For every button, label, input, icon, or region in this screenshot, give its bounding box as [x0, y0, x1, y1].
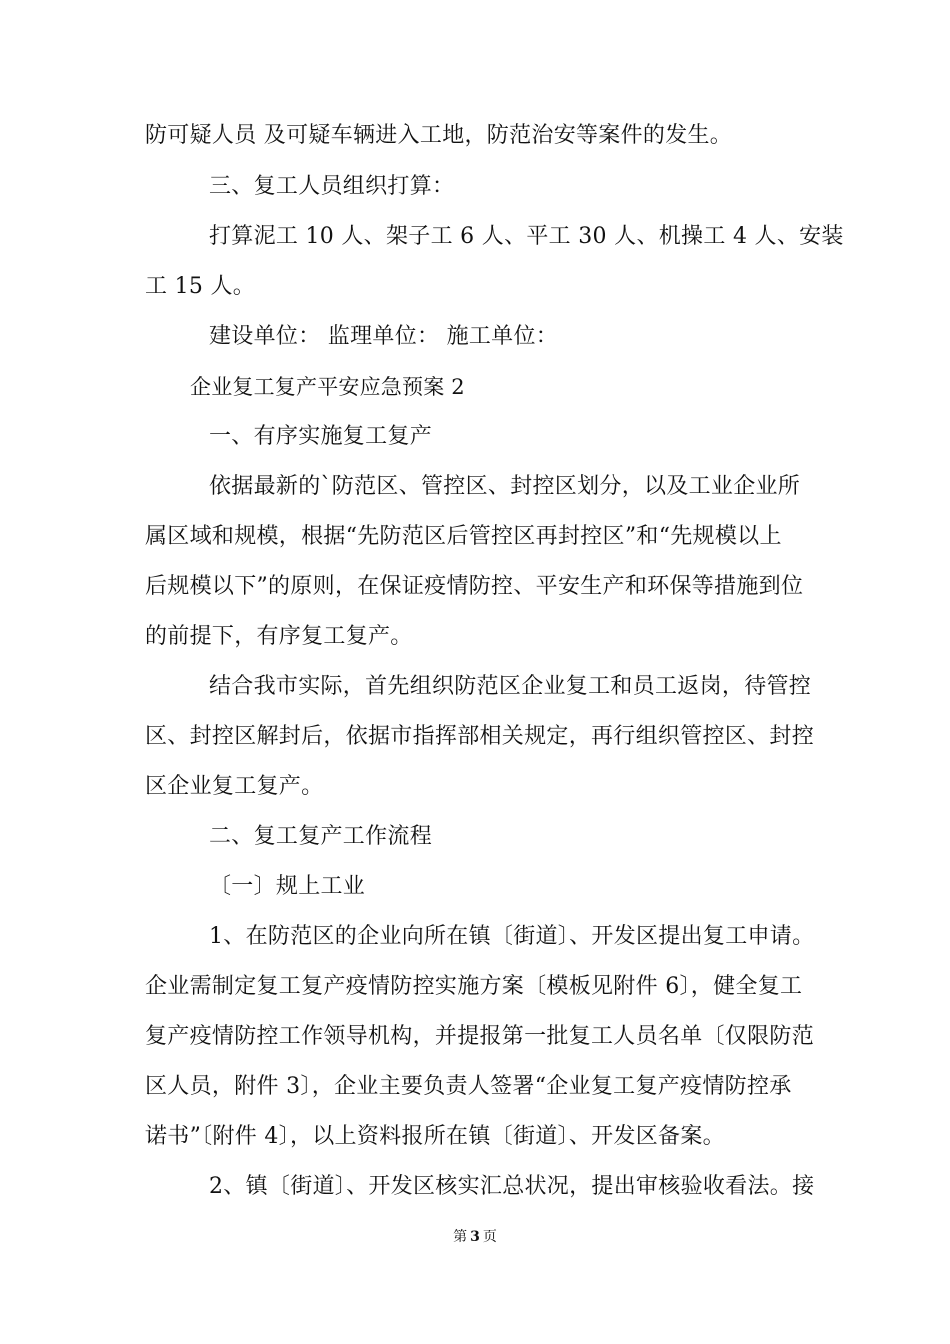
- section-heading-resume-orderly: 一、有序实施复工复产: [209, 424, 433, 449]
- text-line-18: 企业需制定复工复产疫情防控实施方案〔模板见附件 6〕，健全复工: [145, 974, 803, 999]
- text-line-19: 复产疫情防控工作领导机构，并提报第一批复工人员名单〔仅限防范: [145, 1024, 815, 1049]
- text-line-13: 区、封控区解封后，依据市指挥部相关规定，再行组织管控区、封控: [145, 724, 815, 749]
- section-heading-personnel: 三、复工人员组织打算：: [209, 174, 455, 199]
- subsection-heading-industry: 〔一〕规上工业: [209, 874, 366, 899]
- footer-suffix: 页: [482, 1229, 497, 1245]
- text-line-9: 属区域和规模，根据“先防范区后管控区再封控区”和“先规模以上: [145, 524, 782, 549]
- text-line-22: 2、镇〔街道〕、开发区核实汇总状况，提出审核验收看法。接: [209, 1174, 815, 1199]
- text-line-12: 结合我市实际，首先组织防范区企业复工和员工返岗，待管控: [209, 674, 812, 699]
- text-line-1: 防可疑人员 及可疑车辆进入工地，防范治安等案件的发生。: [145, 123, 733, 148]
- text-line-3: 打算泥工 10 人、架子工 6 人、平工 30 人、机操工 4 人、安装: [209, 224, 844, 249]
- text-line-14: 区企业复工复产。: [145, 774, 324, 799]
- page-footer: [0, 1227, 950, 1247]
- text-line-17: 1、在防范区的企业向所在镇〔街道〕、开发区提出复工申请。: [209, 924, 815, 949]
- plan-title: 企业复工复产平安应急预案 2: [190, 375, 465, 399]
- text-line-10: 后规模以下”的原则，在保证疫情防控、平安生产和环保等措施到位: [145, 574, 804, 599]
- section-heading-workflow: 二、复工复产工作流程: [209, 824, 433, 849]
- footer-prefix: 第: [453, 1229, 468, 1245]
- text-line-4: 工 15 人。: [145, 274, 256, 299]
- signature-units-line: 建设单位： 监理单位： 施工单位：: [209, 324, 559, 349]
- page-number: 3: [470, 1229, 480, 1245]
- text-line-20: 区人员，附件 3〕，企业主要负责人签署“企业复工复产疫情防控承: [145, 1074, 792, 1099]
- text-line-8: 依据最新的`防范区、管控区、封控区划分，以及工业企业所: [209, 474, 801, 499]
- text-line-21: 诺书”〔附件 4〕，以上资料报所在镇〔街道〕、开发区备案。: [145, 1124, 725, 1149]
- text-line-11: 的前提下，有序复工复产。: [145, 624, 413, 649]
